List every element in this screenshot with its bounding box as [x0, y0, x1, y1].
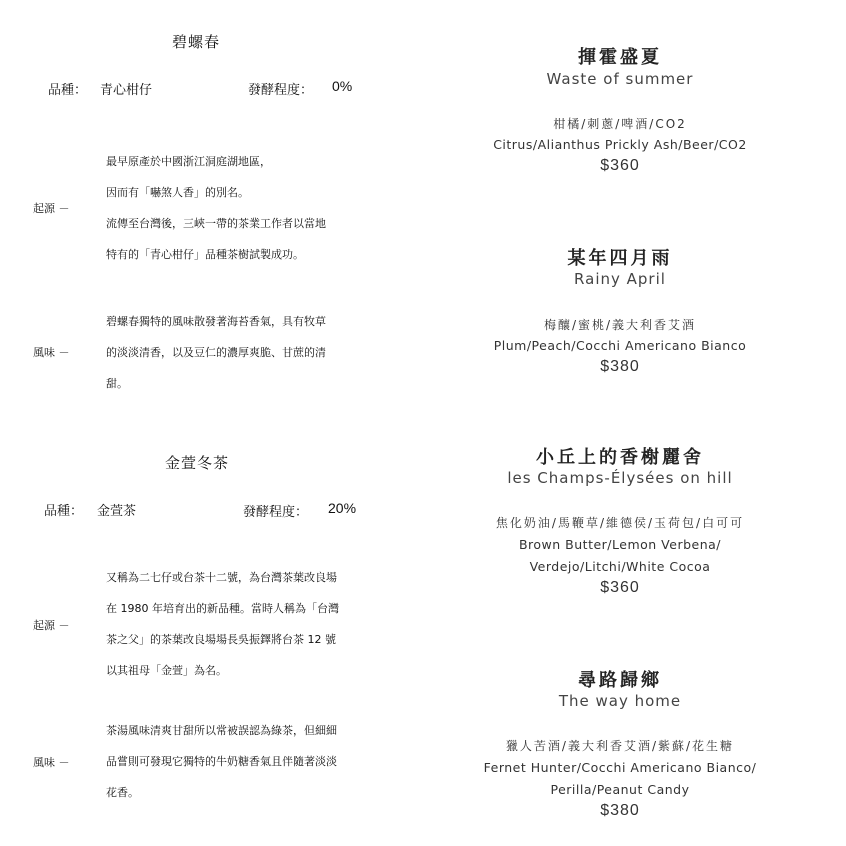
origin-line: 又稱為二七仔或台茶十二號，為台灣茶葉改良場 [106, 571, 337, 584]
cocktail-ingredients-en: Plum/Peach/Cocchi Americano Bianco [493, 338, 747, 353]
cocktail-subtitle: The way home [558, 692, 682, 710]
origin-line: 最早原產於中國浙江洞庭湖地區， [106, 155, 271, 168]
flavor-line: 甜。 [106, 377, 128, 390]
cocktail-title: 某年四月雨 [567, 248, 673, 269]
origin-label: 起源 － [33, 619, 70, 632]
flavor-line: 的淡淡清香，以及豆仁的濃厚爽脆、甘蔗的清 [106, 346, 326, 359]
cocktail-ingredients-zh: 焦化奶油/馬鞭草/維德侯/玉荷包/白可可 [495, 516, 745, 530]
flavor-text [106, 715, 337, 808]
origin-text [106, 146, 326, 270]
flavor-label: 風味 － [33, 346, 70, 359]
cocktail-title: 揮霍盛夏 [578, 47, 662, 68]
cocktail-title: 尋路歸鄉 [578, 670, 662, 691]
ferment-label: 發酵程度： [248, 83, 314, 98]
variety-value: 青心柑仔 [100, 83, 153, 98]
origin-label: 起源 － [33, 202, 70, 215]
variety-label: 品種： [44, 504, 84, 519]
flavor-line: 品嘗則可發現它獨特的牛奶糖香氣且伴隨著淡淡 [106, 755, 337, 768]
flavor-line: 碧螺春獨特的風味散發著海苔香氣，具有牧草 [106, 315, 326, 328]
origin-text [106, 562, 339, 686]
origin-line: 特有的「青心柑仔」品種茶樹試製成功。 [106, 248, 304, 261]
origin-line: 以其祖母「金萱」為名。 [106, 664, 227, 677]
cocktail-ingredients-zh: 獵人苦酒/義大利香艾酒/紫蘇/花生糖 [505, 739, 735, 753]
origin-line: 在 1980 年培育出的新品種。當時人稱為「台灣 [106, 602, 339, 615]
cocktail-ingredients-zh: 梅釀/蜜桃/義大利香艾酒 [543, 318, 697, 332]
cocktail-ingredients-en: Brown Butter/Lemon Verbena/ [518, 537, 722, 552]
variety-value: 金萱茶 [97, 504, 137, 519]
cocktail-subtitle: Waste of summer [546, 70, 694, 88]
cocktail-ingredients-en: Citrus/Alianthus Prickly Ash/Beer/CO2 [493, 137, 747, 152]
origin-line: 流傳至台灣後，三峽一帶的茶業工作者以當地 [106, 217, 326, 230]
cocktail-ingredients-en: Fernet Hunter/Cocchi Americano Bianco/ [483, 760, 757, 775]
tea-title: 金萱冬茶 [165, 454, 230, 472]
cocktail-title: 小丘上的香榭麗舍 [536, 447, 704, 468]
ferment-value: 20% [328, 500, 357, 516]
flavor-text [106, 306, 326, 399]
cocktail-subtitle: Rainy April [574, 270, 666, 288]
origin-line: 因而有「嚇煞人香」的別名。 [106, 186, 249, 199]
cocktail-price: $380 [600, 802, 640, 819]
flavor-line: 茶湯風味清爽甘甜所以常被誤認為綠茶，但細細 [106, 724, 337, 737]
cocktail-ingredients-en: Verdejo/Litchi/White Cocoa [529, 559, 711, 574]
cocktail-ingredients-zh: 柑橘/刺蔥/啤酒/CO2 [553, 117, 687, 131]
flavor-label: 風味 － [33, 756, 70, 769]
cocktail-price: $380 [600, 358, 640, 375]
flavor-line: 花香。 [106, 786, 139, 799]
cocktail-price: $360 [600, 157, 640, 174]
tea-title: 碧螺春 [172, 33, 221, 51]
variety-label: 品種： [48, 83, 88, 98]
origin-line: 茶之父」的茶葉改良場場長吳振鐸將台茶 12 號 [106, 633, 336, 646]
ferment-value: 0% [332, 78, 353, 94]
cocktail-price: $360 [600, 579, 640, 596]
cocktail-subtitle: les Champs-Élysées on hill [507, 469, 733, 487]
cocktail-ingredients-en: Perilla/Peanut Candy [550, 782, 690, 797]
ferment-label: 發酵程度： [243, 505, 309, 520]
